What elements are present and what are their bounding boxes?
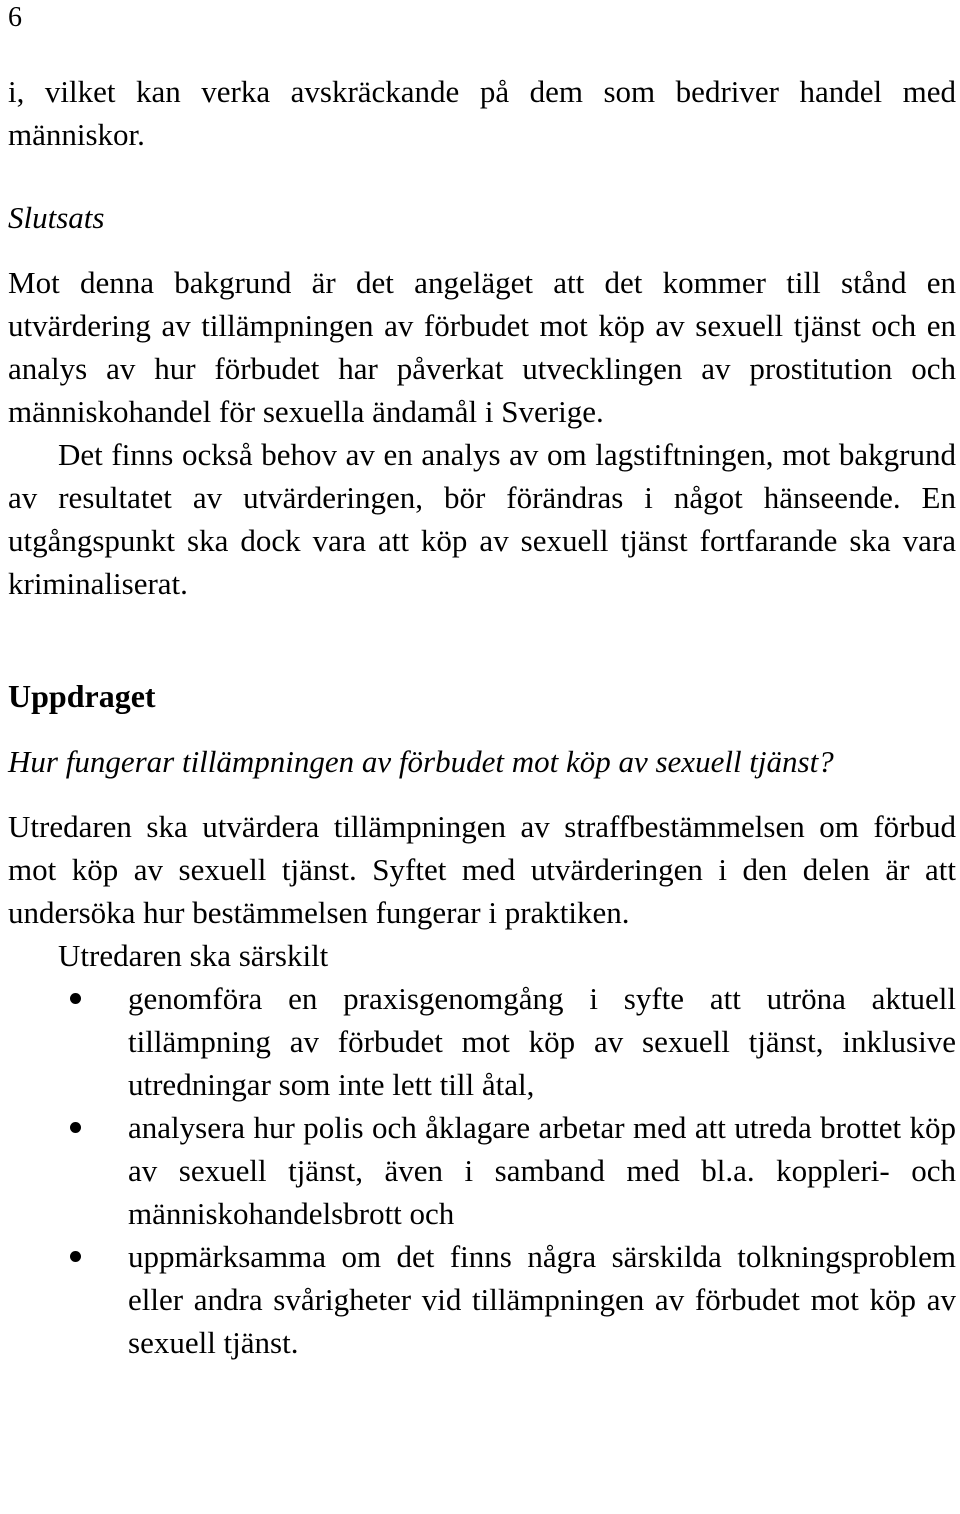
assignment-heading: Uppdraget	[8, 678, 156, 714]
assignment-question: Hur fungerar tillämpningen av förbudet mot köp av sexuell tjänst?	[8, 744, 834, 779]
bullet-text: uppmärksamma om det finns några särskilda tolkningsproblem eller andra svårigheter vid tillämpningen av förbudet mot köp av sexuell tjänst.	[128, 1239, 956, 1360]
bullet-item	[8, 1106, 956, 1235]
assignment-paragraph-1: Utredaren ska utvärdera tillämpningen av straffbestämmelsen om förbud mot köp av sexuell tjänst. Syftet med utvärderingen i den delen är att undersöka hur bestämmelsen fungerar i praktiken.	[8, 809, 956, 930]
bullet-text: genomföra en praxisgenomgång i syfte att utröna aktuell tillämpning av förbudet mot köp av sexuell tjänst, inklusive utredningar som inte lett till åtal,	[128, 981, 956, 1102]
assignment-paragraph-2: Utredaren ska särskilt	[58, 938, 329, 973]
bullet-icon	[70, 993, 81, 1004]
assignment-bullet-list	[8, 977, 956, 1364]
conclusion-heading: Slutsats	[8, 200, 105, 235]
bullet-item	[8, 1235, 956, 1364]
page-content	[8, 70, 956, 1364]
bullet-icon	[70, 1122, 81, 1133]
conclusion-paragraph-1: Mot denna bakgrund är det angeläget att det kommer till stånd en utvärdering av tillämpningen av förbudet mot köp av sexuell tjänst och en analys av hur förbudet har påverkat utvecklingen av prostitution och människohandel för sexuella ändamål i Sverige.	[8, 265, 956, 429]
bullet-text: analysera hur polis och åklagare arbetar med att utreda brottet köp av sexuell tjänst, även i samband med bl.a. koppleri- och människohandelsbrott och	[128, 1110, 956, 1231]
bullet-icon	[70, 1251, 81, 1262]
bullet-item	[8, 977, 956, 1106]
page-number: 6	[8, 2, 22, 33]
intro-paragraph: i, vilket kan verka avskräckande på dem som bedriver handel med människor.	[8, 74, 956, 152]
conclusion-paragraph-2: Det finns också behov av en analys av om lagstiftningen, mot bakgrund av resultatet av utvärderingen, bör förändras i något hänseende. En utgångspunkt ska dock vara att köp av sexuell tjänst fortfarande ska vara kriminaliserat.	[8, 437, 956, 601]
